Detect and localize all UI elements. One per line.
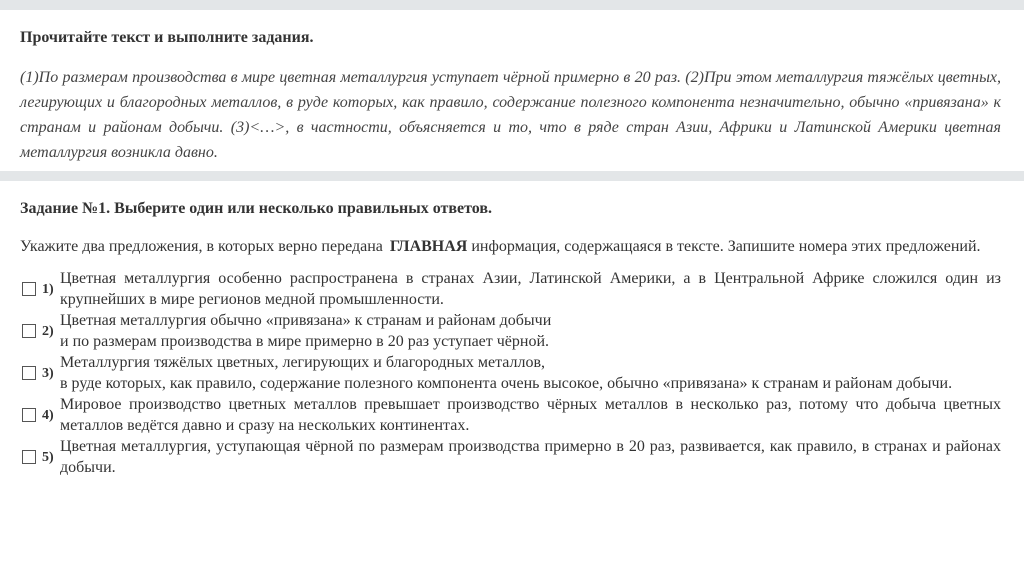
option-text-line: Мировое производство цветных металлов превышает производство чёрных металлов в несколько раз, потому что добыча цветных металлов ведётся давно и сразу на нескольких континентах. (60, 396, 1001, 434)
instruction-after: информация, содержащаяся в тексте. Запишите номера этих предложений. (467, 238, 981, 255)
reading-section (0, 10, 1024, 161)
task-heading: Задание №1. Выберите один или несколько правильных ответов. (20, 200, 493, 217)
option-number: 3) (42, 365, 54, 381)
option-text-line: в руде которых, как правило, содержание полезного компонента очень высокое, обычно «привязана» к странам и районам добычи. (60, 375, 953, 392)
option-number: 1) (42, 281, 54, 297)
answer-option-1[interactable] (20, 268, 1001, 310)
section-divider (0, 171, 1024, 181)
option-number: 4) (42, 407, 54, 423)
option-text-line: Цветная металлургия обычно «привязана» к странам и районам добычи (60, 312, 552, 329)
checkbox-5[interactable] (22, 450, 36, 464)
option-number: 5) (42, 449, 54, 465)
answer-options (20, 268, 1001, 478)
option-text (60, 268, 1001, 310)
checkbox-1[interactable] (22, 282, 36, 296)
option-text (60, 394, 1001, 436)
answer-option-5[interactable] (20, 436, 1001, 478)
answer-option-4[interactable] (20, 394, 1001, 436)
checkbox-2[interactable] (22, 324, 36, 338)
reading-heading: Прочитайте текст и выполните задания. (20, 29, 314, 46)
task-instruction (20, 236, 1001, 257)
answer-option-3[interactable] (20, 352, 1001, 394)
option-number: 2) (42, 323, 54, 339)
top-divider (0, 0, 1024, 10)
option-text (60, 436, 1001, 478)
option-text-line: и по размерам производства в мире примерно в 20 раз уступает чёрной. (60, 333, 550, 350)
reading-text: (1)По размерам производства в мире цветная металлургия уступает чёрной примерно в 20 раз. (2)При этом металлургия тяжёлых цветных, легирующих и благородных металлов, в руде которых, как правило, содержание полезного компонента незначительно, обычно «привязана» к странам и районам добычи. (3)<…>, в частности, объясняется и то, что в ряде стран Азии, Африки и Латинской Америки цветная металлургия возникла давно. (20, 69, 1001, 161)
answer-option-2[interactable] (20, 310, 1001, 352)
task-section (0, 181, 1024, 478)
instruction-emphasis: ГЛАВНАЯ (389, 238, 468, 255)
instruction-before: Укажите два предложения, в которых верно передана (20, 238, 383, 255)
option-text-line: Цветная металлургия, уступающая чёрной по размерам производства примерно в 20 раз, развивается, как правило, в странах и районах добычи. (60, 438, 1001, 476)
checkbox-3[interactable] (22, 366, 36, 380)
checkbox-4[interactable] (22, 408, 36, 422)
option-text (60, 310, 1001, 352)
option-text-line: Металлургия тяжёлых цветных, легирующих и благородных металлов, (60, 354, 546, 371)
option-text-line: Цветная металлургия особенно распространена в странах Азии, Латинской Америки, а в Центральной Африке сложился один из крупнейших в мире регионов медной промышленности. (60, 270, 1001, 308)
option-text (60, 352, 1001, 394)
